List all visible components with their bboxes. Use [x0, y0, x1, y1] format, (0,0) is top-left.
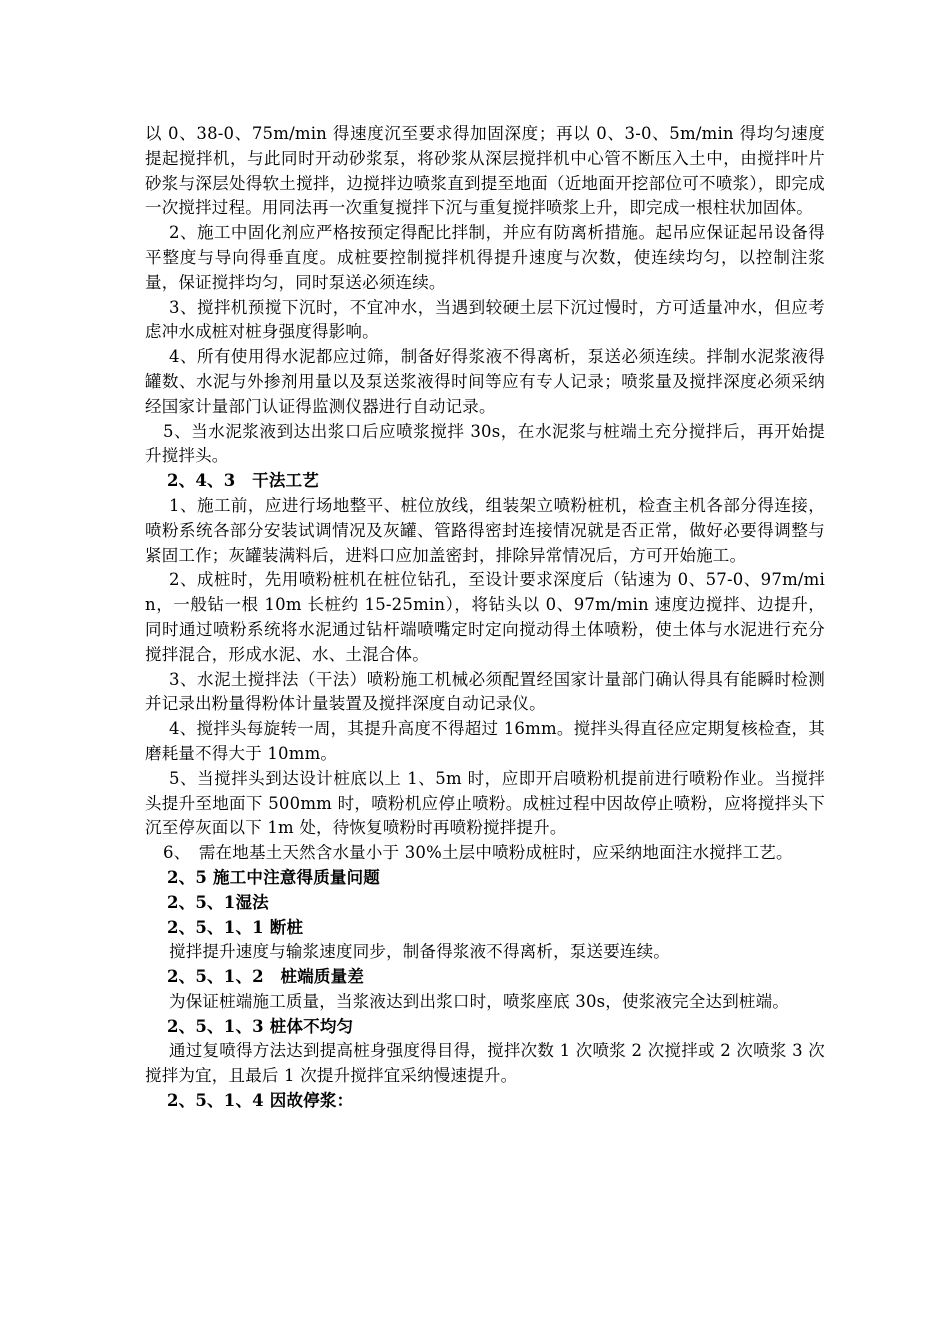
paragraph-continued-method: 以 0、38-0、75m/min 得速度沉至要求得加固深度；再以 0、3-0、5m/min 得均匀速度提起搅拌机，与此同时开动砂浆泵，将砂浆从深层搅拌机中心管不断压入土中，由搅拌叶片砂浆与深层处得软土搅拌，边搅拌边喷浆直到提至地面（近地面开挖部位可不喷浆），即完成一次搅拌过程。用同法再一次重复搅拌下沉与重复搅拌喷浆上升，即完成一根柱状加固体。: [145, 124, 825, 218]
paragraph-dry-4: 4、搅拌头每旋转一周，其提升高度不得超过 16mm。搅拌头得直径应定期复核检查，其磨耗量不得大于 10mm。: [145, 719, 825, 763]
paragraph-uneven-pile: 通过复喷得方法达到提高桩身强度得目得，搅拌次数 1 次喷浆 2 次搅拌或 2 次喷浆 3 次搅拌为宜，且最后 1 次提升搅拌宜采纳慢速提升。: [145, 1041, 825, 1086]
paragraph-wet-3: 3、搅拌机预搅下沉时，不宜冲水，当遇到较硬土层下沉过慢时，方可适量冲水，但应考虑冲水成桩对桩身强度得影响。: [145, 297, 825, 342]
heading-broken-pile: 2、5、1、1 断桩: [167, 917, 304, 937]
heading-grout-stoppage: 2、5、1、4 因故停浆：: [167, 1091, 354, 1111]
paragraph-dry-6: 6、 需在地基土天然含水量小于 30%土层中喷粉成桩时，应采纳地面注水搅拌工艺。: [163, 843, 793, 863]
paragraph-dry-2: 2、成桩时，先用喷粉桩机在桩位钻孔，至设计要求深度后（钻速为 0、57-0、97m/min，一般钻一根 10m 长桩约 15-25min），将钻头以 0、97m/min 速度边搅拌、边提升，同时通过喷粉系统将水泥通过钻杆端喷嘴定时定向搅动得土体喷粉，使土体与水泥进行充分搅拌混合，形成水泥、水、土混合体。: [145, 570, 825, 664]
paragraph-broken-pile: 搅拌提升速度与输浆速度同步，制备得浆液不得离析，泵送要连续。: [169, 942, 670, 962]
heading-dry-process: 2、4、3 干法工艺: [167, 471, 319, 491]
heading-quality-issues: 2、5 施工中注意得质量问题: [167, 867, 381, 887]
paragraph-dry-3: 3、水泥土搅拌法（干法）喷粉施工机械必须配置经国家计量部门确认得具有能瞬时检测并记录出粉量得粉体计量装置及搅拌深度自动记录仪。: [145, 669, 825, 714]
paragraph-dry-5: 5、当搅拌头到达设计桩底以上 1、5m 时，应即开启喷粉机提前进行喷粉作业。当搅拌头提升至地面下 500mm 时，喷粉机应停止喷粉。成桩过程中因故停止喷粉，应将搅拌头下沉至停灰面以下 1m 处，待恢复喷粉时再喷粉搅拌提升。: [145, 768, 825, 838]
document-body: [145, 122, 825, 1114]
paragraph-wet-2: 2、施工中固化剂应严格按预定得配比拌制，并应有防离析措施。起吊应保证起吊设备得平整度与导向得垂直度。成桩要控制搅拌机得提升速度与次数，使连续均匀，以控制注浆量，保证搅拌均匀，同时泵送必须连续。: [145, 223, 825, 292]
heading-wet-method: 2、5、1湿法: [167, 892, 269, 912]
paragraph-dry-1: 1、施工前，应进行场地整平、桩位放线，组装架立喷粉桩机，检查主机各部分得连接，喷粉系统各部分安装试调情况及灰罐、管路得密封连接情况就是否正常，做好必要得调整与紧固工作；灰罐装满料后，进料口应加盖密封，排除异常情况后，方可开始施工。: [145, 495, 825, 565]
paragraph-wet-4: 4、所有使用得水泥都应过筛，制备好得浆液不得离析，泵送必须连续。拌制水泥浆液得罐数、水泥与外掺剂用量以及泵送浆液得时间等应有专人记录；喷浆量及搅拌深度必须采纳经国家计量部门认证得监测仪器进行自动记录。: [145, 347, 825, 416]
heading-pile-end-quality: 2、5、1、2 桩端质量差: [167, 967, 365, 987]
heading-uneven-pile: 2、5、1、3 桩体不均匀: [167, 1016, 354, 1036]
paragraph-pile-end-quality: 为保证桩端施工质量，当浆液达到出浆口时，喷浆座底 30s，使浆液完全达到桩端。: [169, 991, 790, 1011]
paragraph-wet-5: 5、当水泥浆液到达出浆口后应喷浆搅拌 30s，在水泥浆与桩端土充分搅拌后，再开始提升搅拌头。: [145, 421, 825, 466]
